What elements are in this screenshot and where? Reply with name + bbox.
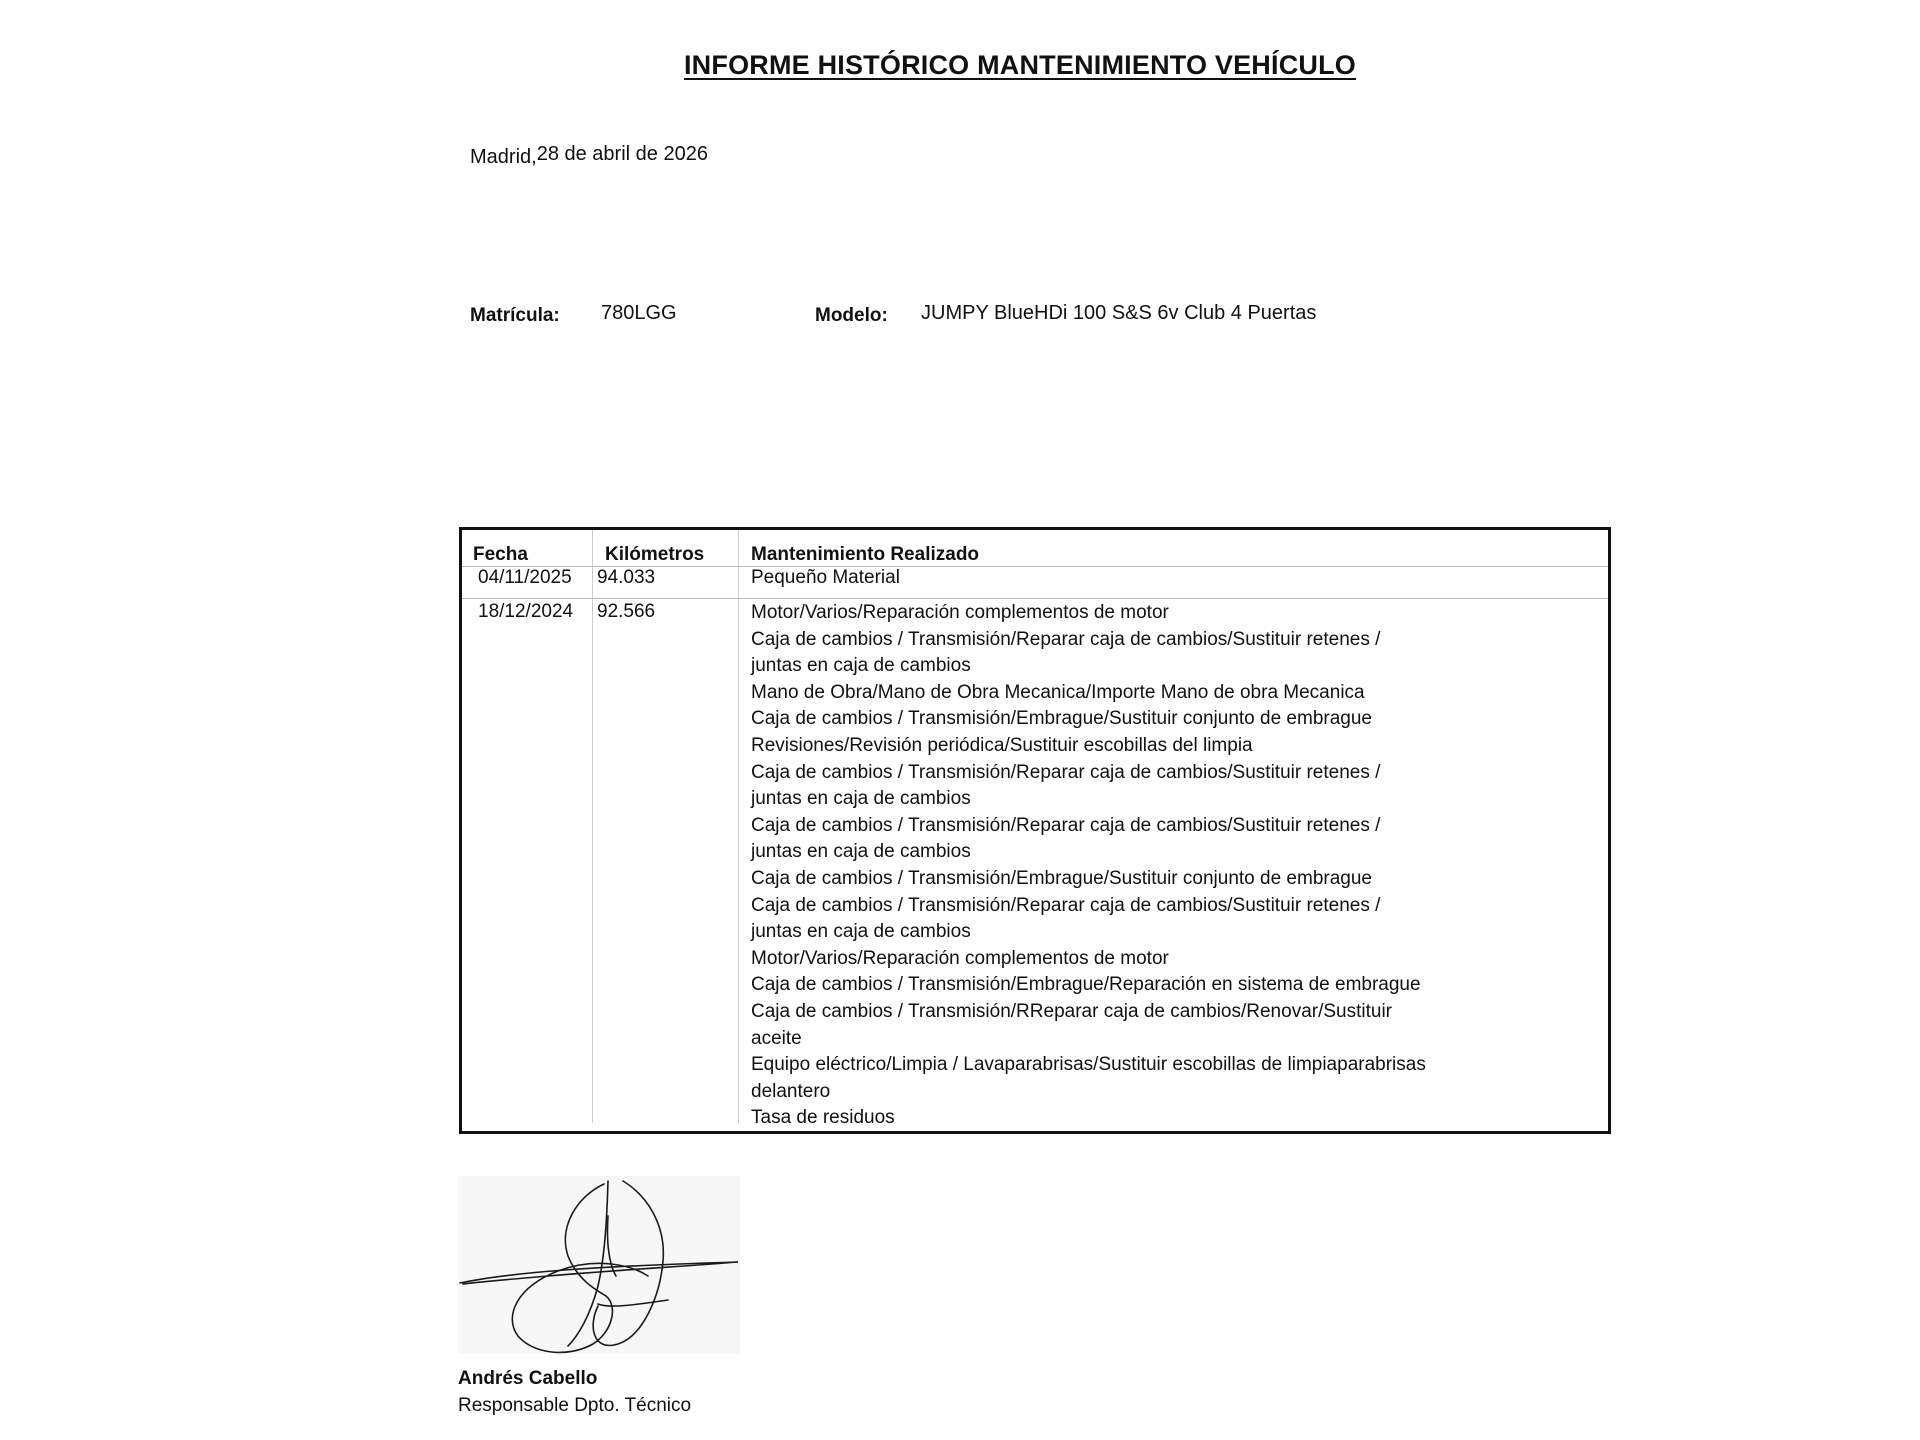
work-line: Motor/Varios/Reparación complementos de motor (751, 947, 1169, 969)
report-date: 28 de abril de 2026 (536, 143, 708, 165)
work-line: juntas en caja de cambios (751, 655, 971, 677)
city: Madrid, (470, 146, 537, 168)
row-1-work: Pequeño Material (751, 567, 900, 588)
row-2-date: 18/12/2024 (478, 601, 574, 622)
work-line: Mano de Obra/Mano de Obra Mecanica/Importe Mano de obra Mecanica (751, 681, 1365, 703)
work-line: Caja de cambios / Transmisión/Reparar caja de cambios/Sustituir retenes / (751, 761, 1381, 783)
model-value: JUMPY BlueHDi 100 S&S 6v Club 4 Puertas (921, 302, 1317, 324)
place-date (470, 143, 708, 166)
work-line: Tasa de residuos (751, 1107, 895, 1129)
work-line: Revisiones/Revisión periódica/Sustituir escobillas del limpia (751, 734, 1253, 756)
column-divider (592, 530, 593, 1123)
row-2-km: 92.566 (597, 601, 656, 622)
row-1-km: 94.033 (597, 567, 656, 588)
work-line: Caja de cambios / Transmisión/Reparar caja de cambios/Sustituir retenes / (751, 814, 1381, 836)
work-line: Caja de cambios / Transmisión/Embrague/Sustituir conjunto de embrague (751, 867, 1372, 889)
work-line: Equipo eléctrico/Limpia / Lavaparabrisas/Sustituir escobillas de limpiaparabrisas (751, 1054, 1426, 1076)
work-line: aceite (751, 1027, 802, 1049)
signatory-role: Responsable Dpto. Técnico (458, 1395, 692, 1416)
work-line: Caja de cambios / Transmisión/Embrague/Reparación en sistema de embrague (751, 974, 1421, 996)
header-work: Mantenimiento Realizado (751, 544, 980, 565)
work-line: Caja de cambios / Transmisión/Reparar caja de cambios/Sustituir retenes / (751, 894, 1381, 916)
header-km: Kilómetros (605, 544, 705, 565)
plate-value: 780LGG (601, 302, 677, 324)
row-1-date: 04/11/2025 (478, 567, 572, 588)
signature-image (458, 1176, 740, 1354)
plate-label: Matrícula: (470, 305, 560, 326)
work-line: Caja de cambios / Transmisión/Embrague/Sustituir conjunto de embrague (751, 708, 1372, 730)
work-line: Caja de cambios / Transmisión/Reparar caja de cambios/Sustituir retenes / (751, 628, 1381, 650)
column-divider (738, 530, 739, 1123)
row-2-work-list (751, 600, 1426, 1132)
header-date: Fecha (473, 544, 528, 565)
work-line: juntas en caja de cambios (751, 921, 971, 943)
row-divider (462, 598, 1608, 599)
signature-drawing (458, 1176, 740, 1354)
work-line: delantero (751, 1080, 831, 1102)
work-line: juntas en caja de cambios (751, 788, 971, 810)
report-title: INFORME HISTÓRICO MANTENIMIENTO VEHÍCULO (683, 50, 1356, 80)
signatory-name: Andrés Cabello (458, 1368, 598, 1389)
work-line: juntas en caja de cambios (751, 841, 971, 863)
maintenance-table (459, 527, 1611, 1134)
model-label: Modelo: (815, 305, 888, 326)
work-line: Caja de cambios / Transmisión/RReparar caja de cambios/Renovar/Sustituir (751, 1000, 1392, 1022)
work-line: Motor/Varios/Reparación complementos de motor (751, 602, 1169, 623)
